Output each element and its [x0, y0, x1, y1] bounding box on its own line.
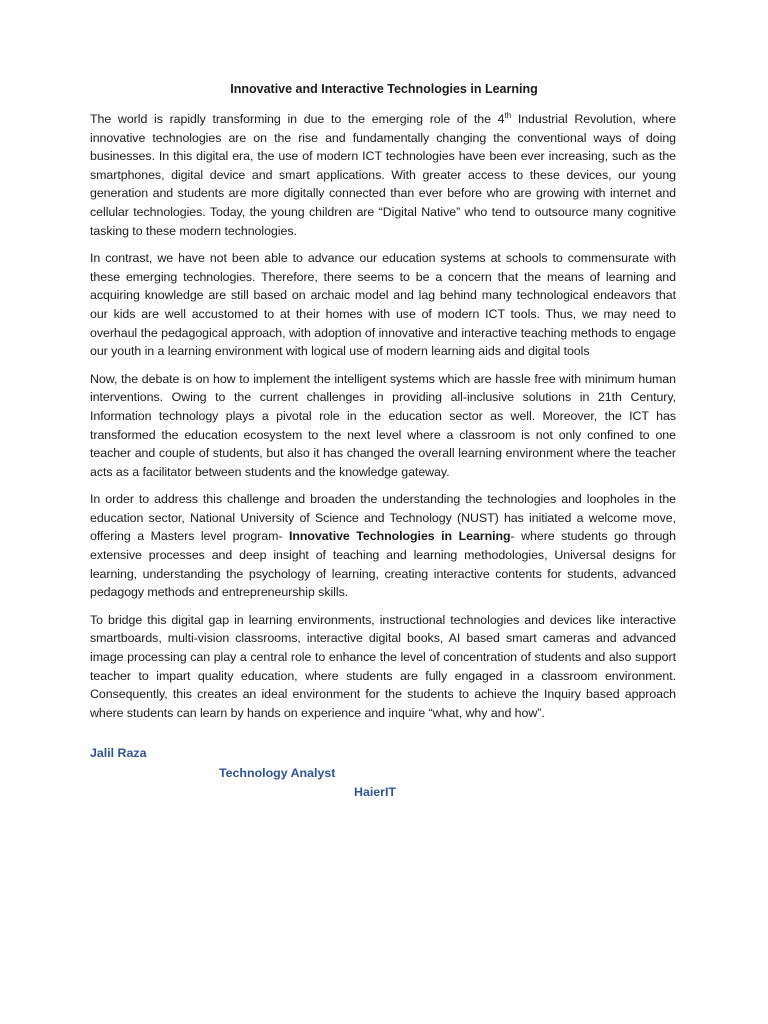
paragraph-1 [90, 110, 676, 240]
paragraph-1-text-b: Industrial Revolution, where innovative technologies are on the rise and fundamentally changing the conventional ways of doing businesses. In this digital era, the use of modern ICT technologies have been ever increasing, such as the smartphones, digital device and smart applications. With greater access to these devices, our young generation and students are more digitally connected than ever before who are growing with internet and cellular technologies. Today, the young children are “Digital Native” who tend to outsource many cognitive tasking to these modern technologies. [90, 112, 676, 238]
paragraph-3: Now, the debate is on how to implement the intelligent systems which are hassle free with minimum human interventions. Owing to the current challenges in providing all-inclusive solutions in 21th Century, Information technology plays a pivotal role in the education sector as well. Moreover, the ICT has transformed the education ecosystem to the next level where a classroom is not only confined to one teacher and couple of students, but also it has changed the overall learning environment where the teacher acts as a facilitator between students and the knowledge gateway. [90, 371, 676, 479]
ordinal-superscript: th [504, 110, 512, 120]
document-body [90, 110, 676, 731]
program-name: Innovative Technologies in Learning [288, 529, 511, 544]
author-role: Technology Analyst [219, 766, 336, 780]
author-organization: HaierIT [354, 785, 397, 799]
paragraph-4-text-b: - where students go through extensive processes and deep insight of teaching and learning methodologies, Universal designs for learning, understanding the psychology of learning, creating interactive contents for students, advanced pedagogy methods and entrepreneurship skills. [90, 529, 676, 600]
document-title: Innovative and Interactive Technologies in Learning [230, 82, 538, 96]
paragraph-2: In contrast, we have not been able to advance our education systems at schools to commensurate with these emerging technologies. Therefore, there seems to be a concern that the means of learning and acquiring knowledge are still based on archaic model and lag behind many technological endeavors that our kids are well accustomed to at their homes with use of modern ICT tools. Thus, we may need to overhaul the pedagogical approach, with adoption of innovative and interactive teaching methods to engage our youth in a learning environment with logical use of modern learning aids and digital tools [90, 251, 676, 359]
paragraph-4 [90, 490, 676, 602]
paragraph-1-text-a: The world is rapidly transforming in due to the emerging role of the 4 [90, 112, 505, 126]
paragraph-5: To bridge this digital gap in learning environments, instructional technologies and devices like interactive smartboards, multi-vision classrooms, interactive digital books, AI based smart cameras and advanced image processing can play a central role to enhance the level of concentration of students and also support teacher to impart quality education, where students are fully engaged in a classroom environment. Consequently, this creates an ideal environment for the students to achieve the Inquiry based approach where students can learn by hands on experience and inquire “what, why and how”. [90, 612, 676, 720]
paragraph-4-text-a: In order to address this challenge and broaden the understanding the technologies and loopholes in the education sector, National University of Science and Technology (NUST) has initiated a welcome move, offering a Masters level program- [90, 492, 676, 544]
author-name: Jalil Raza [90, 746, 147, 760]
